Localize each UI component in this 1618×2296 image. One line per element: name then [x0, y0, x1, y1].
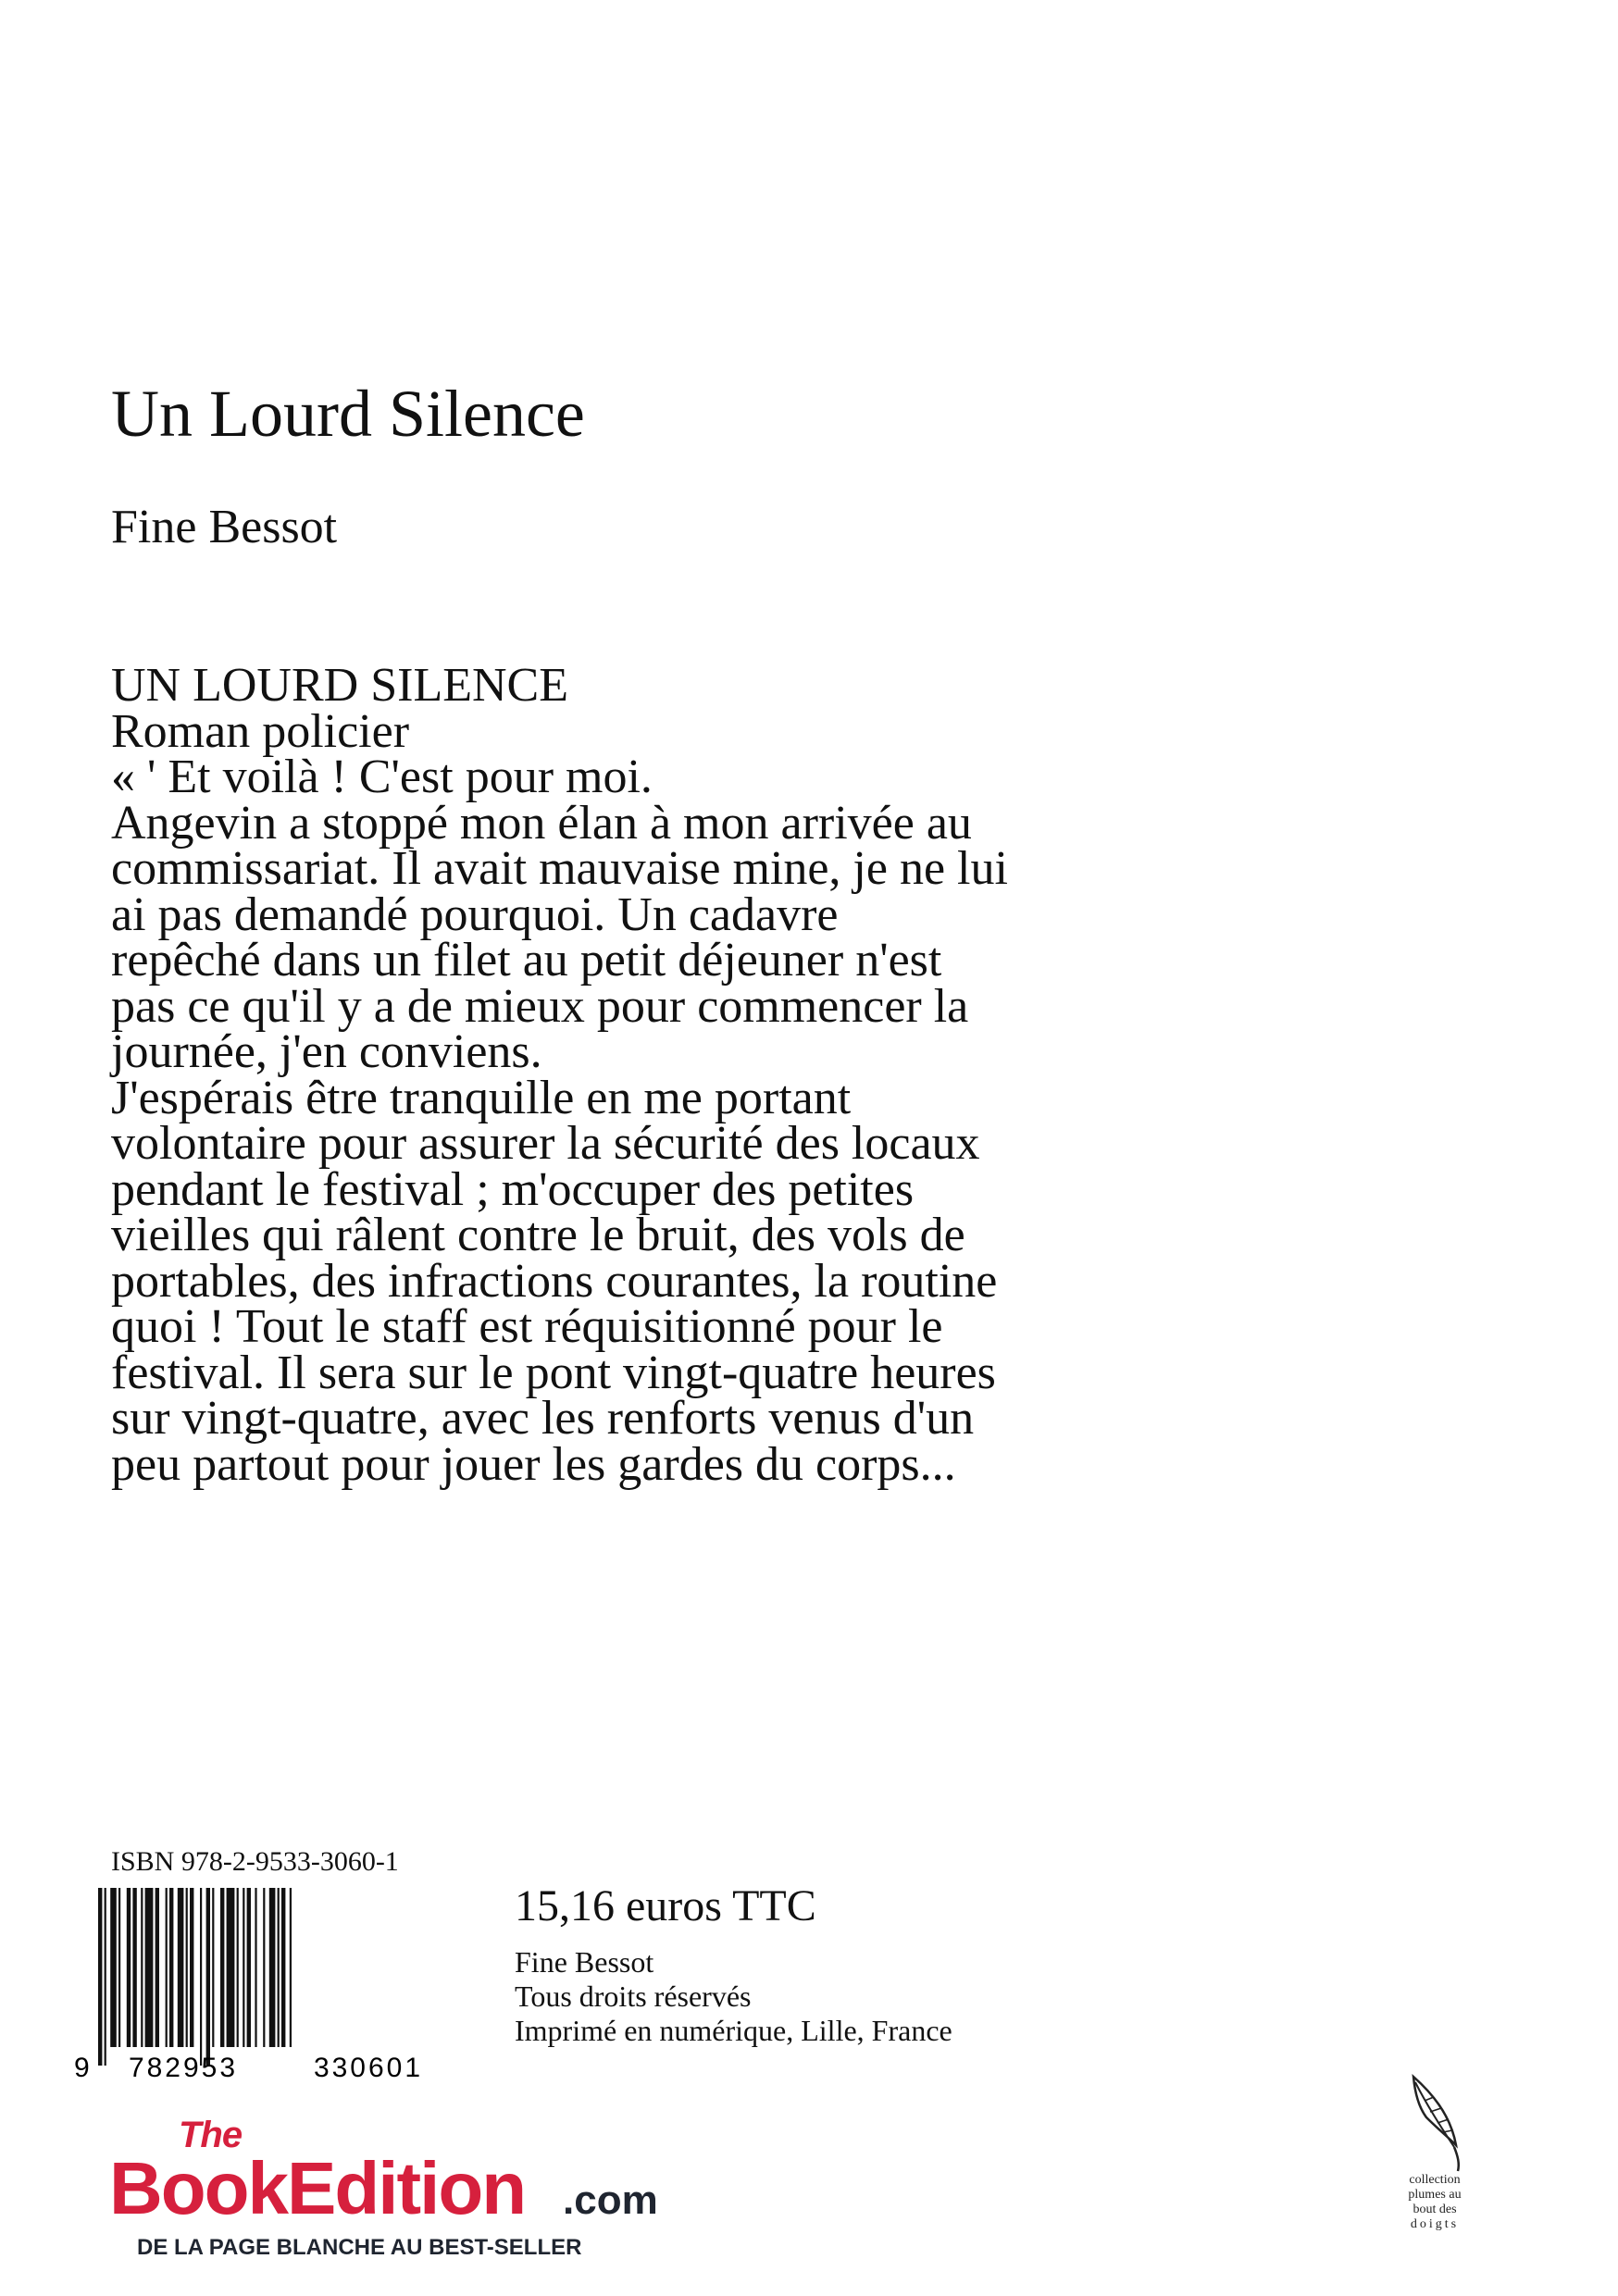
blurb-line: peu partout pour jouer les gardes du corps... [111, 1437, 956, 1491]
blurb-line: Roman policier [111, 704, 410, 758]
barcode-bar [200, 1888, 202, 2066]
barcode-bar [145, 1888, 154, 2047]
barcode-bar [237, 1888, 239, 2047]
imprint-author: Fine Bessot [515, 1945, 654, 1979]
blurb-line: portables, des infractions courantes, la routine [111, 1254, 998, 1308]
isbn-label: ISBN 978-2-9533-3060-1 [111, 1846, 399, 1877]
blurb-line: « ' Et voilà ! C'est pour moi. [111, 751, 653, 803]
barcode-bar [206, 1888, 210, 2066]
blurb-line: volontaire pour assurer la sécurité des locaux [111, 1117, 980, 1170]
barcode-bar [212, 1888, 214, 2047]
logo-tagline: DE LA PAGE BLANCHE AU BEST-SELLER [137, 2235, 582, 2260]
barcode-bar [281, 1888, 285, 2047]
logo-tld: .com [563, 2178, 658, 2223]
blurb-line: sur vingt-quatre, avec les renforts venus d'un [111, 1392, 975, 1445]
barcode-bar [220, 1888, 224, 2047]
barcode-bar [227, 1888, 235, 2047]
collection-text [1375, 2173, 1495, 2232]
barcode-digit-lead: 9 [74, 2053, 90, 2082]
barcode-bar [166, 1888, 168, 2047]
book-title: Un Lourd Silence [111, 377, 585, 451]
logo-the: The [179, 2115, 243, 2155]
barcode-bar [290, 1888, 292, 2047]
barcode-bar [243, 1888, 244, 2047]
collection-line: plumes au [1408, 2188, 1462, 2202]
barcode-bar [190, 1888, 193, 2047]
blurb-line: UN LOURD SILENCE [111, 659, 568, 712]
feather-quill-icon [1402, 2073, 1467, 2173]
blurb-line: repêché dans un filet au petit déjeuner n'est [111, 934, 942, 987]
publisher-logo [109, 2115, 665, 2286]
collection-line: bout des [1413, 2203, 1457, 2216]
isbn-barcode [65, 1888, 454, 2082]
barcode-bar [98, 1888, 102, 2066]
barcode-bar [110, 1888, 117, 2047]
barcode-digits-left: 782953 [128, 2053, 239, 2082]
collection-line: collection [1409, 2173, 1461, 2187]
blurb-line: pendant le festival ; m'occuper des petites [111, 1162, 915, 1216]
barcode-bar [169, 1888, 173, 2047]
price: 15,16 euros TTC [515, 1881, 816, 1930]
barcode-bar [186, 1888, 188, 2047]
blurb-line: Angevin a stoppé mon élan à mon arrivée au [111, 796, 972, 850]
barcode-bar [156, 1888, 159, 2047]
barcode-bar [255, 1888, 256, 2047]
barcode-digits-right: 330601 [313, 2053, 424, 2082]
blurb-line: vieilles qui râlent contre le bruit, des vols de [111, 1209, 965, 1261]
imprint-printed: Imprimé en numérique, Lille, France [515, 2014, 952, 2047]
barcode-bar [263, 1888, 265, 2047]
blurb-line: festival. Il sera sur le pont vingt-quatre heures [111, 1346, 996, 1399]
blurb-line: commissariat. Il avait mauvaise mine, je ne lui [111, 842, 1008, 895]
imprint-block [515, 1945, 952, 2048]
barcode-bar [247, 1888, 251, 2047]
barcode-bar [105, 1888, 106, 2066]
collection-mark [1375, 2073, 1495, 2286]
barcode-bar [278, 1888, 280, 2047]
blurb-line: journée, j'en conviens. [111, 1025, 542, 1078]
blurb-line: pas ce qu'il y a de mieux pour commencer la [111, 979, 969, 1033]
barcode-bars [98, 1888, 292, 2066]
imprint-rights: Tous droits réservés [515, 1980, 752, 2013]
blurb-line: J'espérais être tranquille en me portant [111, 1071, 852, 1124]
barcode-bar [132, 1888, 136, 2047]
barcode-bar [127, 1888, 131, 2047]
barcode-bar [118, 1888, 120, 2047]
blurb-line: quoi ! Tout le staff est réquisitionné pour le [111, 1300, 943, 1353]
back-cover-blurb [111, 659, 1222, 1491]
collection-line: doigts [1410, 2217, 1460, 2231]
barcode-bar [178, 1888, 184, 2047]
book-author: Fine Bessot [111, 501, 338, 553]
barcode-bar [269, 1888, 276, 2047]
blurb-line: ai pas demandé pourquoi. Un cadavre [111, 887, 839, 941]
logo-name: BookEdition [109, 2147, 526, 2229]
barcode-bar [141, 1888, 143, 2047]
